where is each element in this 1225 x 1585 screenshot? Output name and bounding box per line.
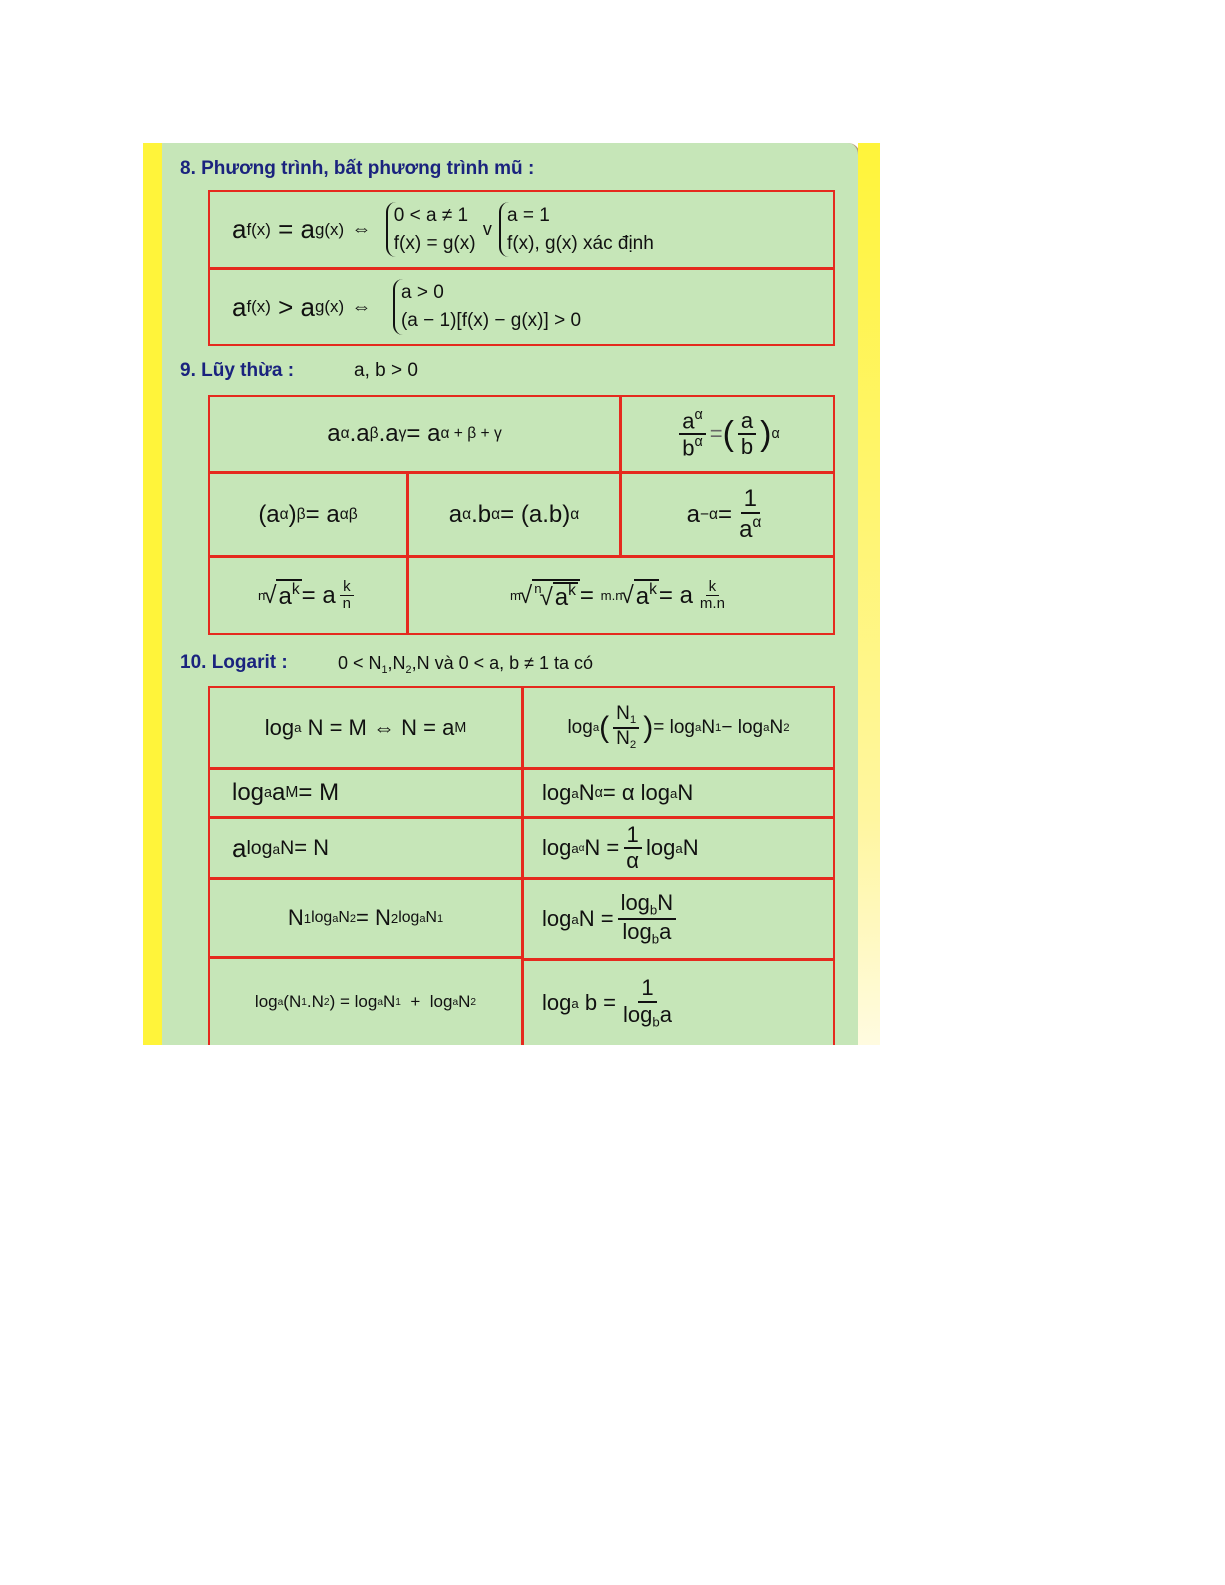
nested-root-rule: m √ $^n√a^k$ = m.n √ $a^k$ = a $\frac{k}{m.n}$ bbox=[510, 577, 725, 612]
formula-card bbox=[162, 143, 860, 1045]
section9-condition: a, b > 0 bbox=[354, 360, 418, 381]
log-product-rule: log a (N 1 .N 2 ) = log a N 1 + log a N 2 bbox=[254, 992, 477, 1011]
log-quotient-rule: log a ( $\frac{N_1}{N_2}$ ) = log a N 1 − log a N 2 bbox=[567, 702, 790, 751]
log-reciprocal-rule: log a b = $\frac{1}{\log_ba}$ bbox=[542, 975, 672, 1030]
root-rule: n √ $a^k$ = a $\frac{k}{n}$ bbox=[210, 558, 406, 633]
power-product-base-rule: a α .b α = (a.b) α bbox=[448, 500, 580, 528]
formula-sheet bbox=[143, 143, 880, 1045]
log-definition: log a N = M ⇔ N = a M bbox=[264, 714, 467, 740]
exp-inequality-row: a f(x) > a g(x) ⇔ a > 0 (a − 1)[f(x) − g(x)] > 0 bbox=[210, 270, 833, 344]
log-power-rule: log a N α = α log a N bbox=[542, 780, 694, 805]
log-swap-identity: N 1 logaN2 = N 2 logaN1 bbox=[287, 905, 444, 930]
log-power-base-rule: log a α N = $\frac{1}{\alpha}$ log a N bbox=[542, 821, 699, 873]
section9-heading: 9. Lũy thừa : bbox=[180, 360, 295, 381]
power-of-power-rule: (a α ) β = a αβ bbox=[258, 500, 358, 528]
power-product-rule: a α .a β .a γ = a α + β + γ bbox=[327, 420, 502, 447]
exp-equation-row: a f(x) = a g(x) ⇔ 0 < a ≠ 1 f(x) = g(x) v a = 1 f(x), g(x) xác định bbox=[210, 192, 833, 267]
log-of-power-of-base: log a a M = M bbox=[232, 779, 340, 806]
negative-power-rule: a −α = $\frac{1}{a^\alpha}$ bbox=[686, 484, 762, 544]
change-of-base-rule: log a N = $\frac{\log_bN}{\log_ba}$ bbox=[524, 880, 833, 958]
side-stripe bbox=[858, 143, 880, 1045]
base-to-log-identity: a logaN = N bbox=[232, 832, 330, 863]
power-quotient-rule: $\frac{a^\alpha}{b^\alpha}$ = ( $\frac{a}{b}$ ) α bbox=[622, 397, 833, 471]
section10-condition: $0 < N_1,N_2,N$ và 0 < a, b ≠ 1 ta có bbox=[338, 653, 594, 676]
section10-heading: 10. Logarit : bbox=[180, 652, 288, 673]
section8-heading: 8. Phương trình, bất phương trình mũ : bbox=[180, 158, 535, 179]
